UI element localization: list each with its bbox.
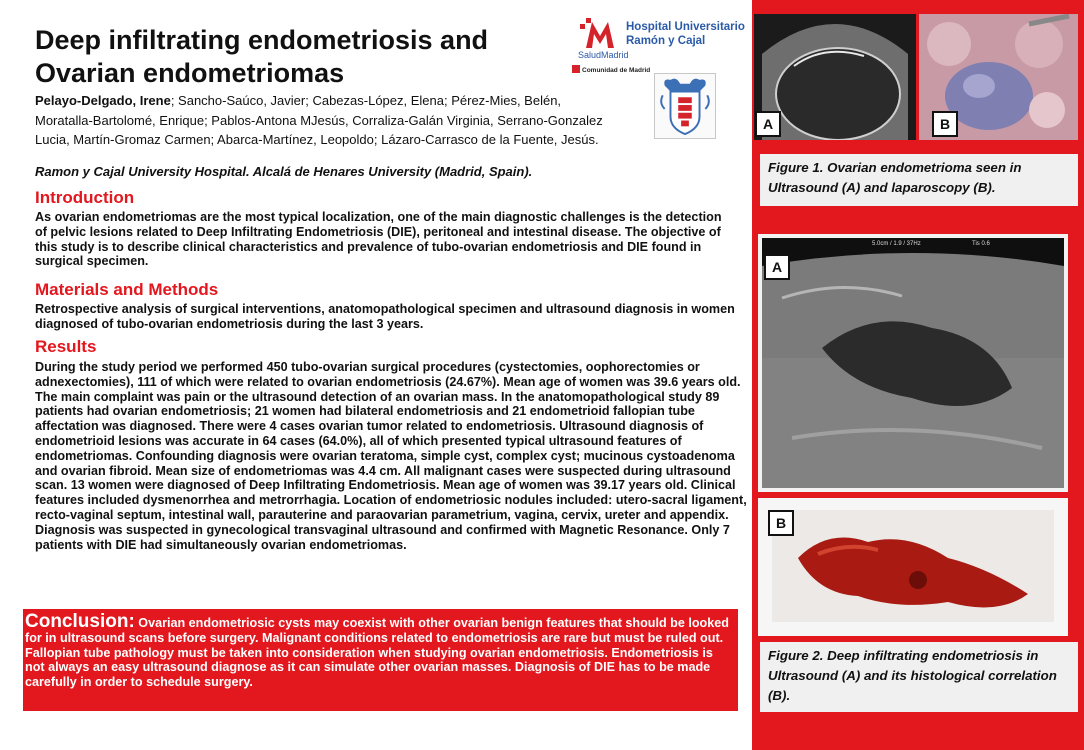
hospital-name: [626, 20, 745, 48]
introduction-heading: Introduction: [35, 188, 135, 207]
results-text: During the study period we performed 450 tubo-ovarian surgical procedures (cystectomies, oophorectomies or adnexectomies), 111 of which were related to ovarian endometriosis (24.67%). Mean age of women was 39.6 years old. The main complaint was pain or the ultrasound detection of an ovarian mass. In the anatomopathological study 89 patients had ovarian endometriosis; 21 women had bilateral endometriosis and 21 endometrioid fallopian tube affectation was diagnosed. There were 4 cases ovarian tumor related to endometriosis. Ultrasound diagnosis of endometrioid lesions was accurate in 64 cases (64.0%), all of which presented typical ultrasound features of endometriomas. Confounding diagnosis were ovarian teratoma, simple cyst, complex cyst; mucinous cystoadenoma and ovarian fibroid. Mean size of endometriomas was 4.4 cm. All malignant cases were suspected during ultrasound scan. 13 women were diagnosed of Deep Infiltrating Endometriosis. Mean age of women was 39.17 years old. Clinical features included dysmenorrhea and metrorrhagia. Location of endometriosic nodules included: utero-sacral ligament, recto-vaginal septum, intestinal wall, parauterine and paraovarian parametrium, vagina, cervix, ureter and appendix. Diagnosis was suspected in gynecological transvaginal ultrasound and confirmed with Magnetic Resonance. Only 7 patients with DIE had simultaneously ovarian endometriomas.: [35, 360, 747, 552]
figure2-caption: Figure 2. Deep infiltrating endometriosis in Ultrasound (A) and its histological correlation (B).: [760, 642, 1078, 712]
introduction-text: As ovarian endometriomas are the most typical localization, one of the main diagnostic challenges is the detection of pelvic lesions related to Deep Infiltrating Endometriosis (DIE), peritoneal and intestinal disease. The objective of this study is to describe clinical characteristics and prevalence of tubo-ovarian endometriosis and DIE found in surgical specimen.: [35, 210, 722, 269]
coauthors: ; Sancho-Saúco, Javier; Cabezas-López, Elena; Pérez-Mies, Belén, Moratalla-Bartolomé, Enrique; Pablos-Antona MJesús, Corraliza-Galán Virginia, Serrano-Gonzalez Lucia, Martín-Gromaz Carmen; Abarca-Martínez, Leopoldo; Lázaro-Carrasco de la Fuente, Jesús.: [35, 93, 603, 147]
salud-madrid-text: SaludMadrid: [578, 50, 629, 60]
ultrasound-nodule-graphic: [762, 238, 1064, 488]
figure2-label-a: A: [764, 254, 790, 280]
figure1-label-a: A: [755, 111, 781, 137]
hospital-logo: [572, 16, 752, 76]
figure2a-ultrasound-frame: [758, 234, 1068, 492]
conclusion-box: [23, 609, 738, 711]
author-list: [35, 91, 605, 150]
methods-heading: Materials and Methods: [35, 280, 219, 299]
conclusion-text: Ovarian endometriosic cysts may coexist with other ovarian benign features that should be looked for in ultrasound scans before surgery. Malignant conditions related to endometriosis are rare but must be ruled out. Fallopian tube pathology must be taken into consideration when studying ovarian endometriosis. Endometriosis is not always an easy ultrasound diagnose as it can simulate other ovarian masses. Diagnosis of DIE has to be made carefully in order to schedule surgery.: [25, 616, 729, 690]
comunidad-text: Comunidad de Madrid: [582, 67, 651, 74]
figure2a-ultrasound-image: [762, 238, 1064, 488]
lead-author: Pelayo-Delgado, Irene: [35, 93, 171, 108]
figure2b-specimen-frame: [758, 498, 1068, 636]
figure1-label-b: B: [932, 111, 958, 137]
hospital-name-line2: Ramón y Cajal: [626, 35, 706, 47]
ultrasound-header-text: 5.0cm / 1.9 / 37Hz: [872, 241, 921, 247]
hospital-m-logo-icon: [580, 18, 620, 50]
hospital-name-line1: Hospital Universitario: [626, 21, 745, 33]
affiliation: Ramon y Cajal University Hospital. Alcalá de Henares University (Madrid, Spain).: [35, 164, 533, 179]
methods-text: Retrospective analysis of surgical interventions, anatomopathological specimen and ultrasound diagnosis in women diagnosed of tubo-ovarian endometriosis during the last 3 years.: [35, 302, 735, 331]
results-heading: Results: [35, 337, 97, 356]
poster-title: Deep infiltrating endometriosis and Ovarian endometriomas: [35, 25, 489, 88]
figure1-caption: Figure 1. Ovarian endometrioma seen in Ultrasound (A) and laparoscopy (B).: [760, 154, 1078, 206]
comunidad-madrid: [572, 65, 650, 74]
conclusion-heading: Conclusion:: [25, 611, 135, 632]
ultrasound-tis-text: Tis 0.6: [972, 241, 990, 247]
university-crest-icon: [654, 73, 716, 139]
surgical-specimen-graphic: [758, 498, 1068, 636]
comunidad-flag-icon: [572, 65, 580, 73]
figure2-label-b: B: [768, 510, 794, 536]
